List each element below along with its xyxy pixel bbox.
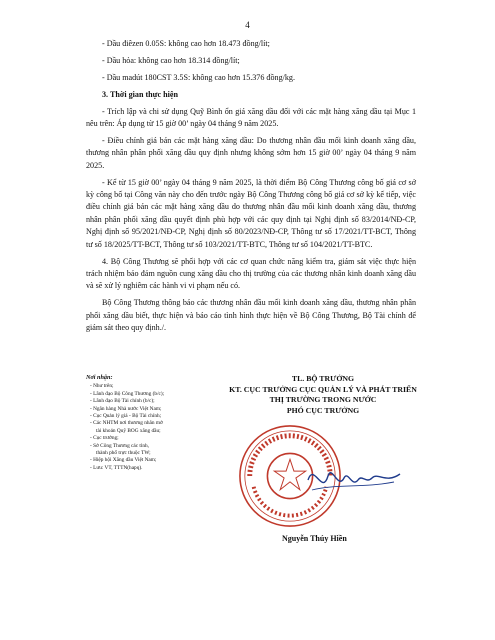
section-heading: 3. Thời gian thực hiện xyxy=(102,89,178,99)
recipient-item: tài khoản Quỹ BOG xăng dầu; xyxy=(96,427,161,434)
recipient-item: - Lãnh đạo Bộ Tài chính (b/c); xyxy=(90,398,155,405)
recipients-list xyxy=(86,374,190,472)
recipients-heading: Nơi nhận: xyxy=(86,374,113,381)
recipient-item: - Các NHTM nơi thương nhân mở xyxy=(90,420,163,427)
signer-title-3: THỊ TRƯỜNG TRONG NƯỚC xyxy=(269,395,377,404)
recipient-item: - Sở Công Thương các tỉnh, xyxy=(90,442,149,449)
signer-title-2: KT. CỤC TRƯỞNG CỤC QUẢN LÝ VÀ PHÁT TRIỂN xyxy=(229,384,417,394)
paragraph: - Dầu hỏa: không cao hơn 18.314 đồng/lít; xyxy=(102,55,240,65)
paragraph: - Dầu điêzen 0.05S: không cao hơn 18.473 đồng/lít; xyxy=(102,39,270,48)
recipient-item: - Lãnh đạo Bộ Công Thương (b/c); xyxy=(90,390,165,397)
recipient-item: - Cục Quản lý giá - Bộ Tài chính; xyxy=(90,413,162,420)
paragraph: Bộ Công Thương thông báo các thương nhân đầu mối kinh doanh xăng dầu, thương nhân phân phối xăng dầu biết, thực hiện và báo cáo tình hình thực hiện về Bộ Công Thương, Bộ Tài chính để giám sát theo quy định./. xyxy=(86,298,416,333)
paragraph: - Trích lập và chi sử dụng Quỹ Bình ổn giá xăng dầu đối với các mặt hàng xăng dầu tại Mục 1 nêu trên: Áp dụng từ 15 giờ 00’ ngày 04 tháng 9 năm 2025. xyxy=(86,106,416,129)
signature-area xyxy=(86,374,426,574)
recipient-item: - Cục trưởng; xyxy=(90,435,119,442)
paragraph: - Dầu madút 180CST 3.5S: không cao hơn 15.376 đồng/kg. xyxy=(102,72,295,82)
recipient-item: - Lưu: VT, TTTN(hapq). xyxy=(90,464,143,471)
recipient-item: - Ngân hàng Nhà nước Việt Nam; xyxy=(90,405,162,412)
page-number: 4 xyxy=(245,20,250,30)
signer-block xyxy=(224,374,422,416)
recipient-item: - Hiệp hội Xăng dầu Việt Nam; xyxy=(90,457,157,464)
paragraph: - Kể từ 15 giờ 00’ ngày 04 tháng 9 năm 2025, là thời điểm Bộ Công Thương công bố giá cơ sở kỳ công bố tại Công văn này cho đến trước ngày Bộ Công Thương công bố giá cơ sở kỳ kế tiếp, việc điều chỉnh giá bán các mặt hàng xăng dầu do thương nhân đầu mối kinh doanh xăng dầu, thương nhân phân phối xăng dầu quyết định phù hợp với các quy định tại Nghị định số 83/2014/NĐ-CP, Nghị định số 95/2021/NĐ-CP, Nghị định số 80/2023/NĐ-CP, Thông tư số 17/2021/TT-BCT, Thông tư số 18/2025/TT-BCT, Thông tư số 103/2021/TT-BTC, Thông tư số 104/2021/TT-BTC. xyxy=(86,177,416,249)
paragraph: - Điều chỉnh giá bán các mặt hàng xăng dầu: Do thương nhân đầu mối kinh doanh xăng dầu, thương nhân phân phối xăng dầu quy định nhưng không sớm hơn 15 giờ 00’ ngày 04 tháng 9 năm 2025. xyxy=(86,135,416,170)
recipient-item: - Như trên; xyxy=(90,383,114,390)
signer-title-4: PHÓ CỤC TRƯỞNG xyxy=(286,405,360,415)
handwritten-signature xyxy=(304,454,404,514)
signer-name: Nguyễn Thúy Hiền xyxy=(282,534,347,543)
recipient-item: thành phố trực thuộc TW; xyxy=(96,450,151,457)
paragraph: 4. Bộ Công Thương sẽ phối hợp với các cơ quan chức năng kiểm tra, giám sát việc thực hiện trách nhiệm bảo đảm nguồn cung xăng dầu cho thị trường của các thương nhân kinh doanh xăng dầu và sẽ xử lý nghiêm các hành vi vi phạm nếu có. xyxy=(86,256,416,291)
signer-title-1: TL. BỘ TRƯỞNG xyxy=(291,374,355,383)
document-body xyxy=(86,38,416,339)
